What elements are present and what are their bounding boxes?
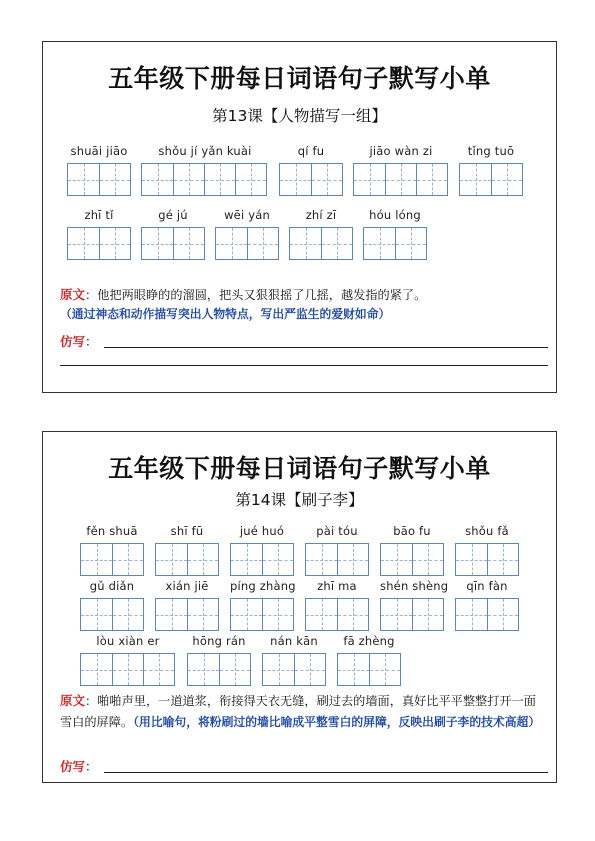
writing-cell[interactable] [99, 228, 130, 259]
writing-cell[interactable] [354, 164, 385, 195]
writing-line-extra[interactable] [60, 365, 548, 366]
writing-cell[interactable] [280, 164, 311, 195]
writing-cell[interactable] [68, 228, 99, 259]
original-label: 原文 [60, 693, 86, 708]
vocab-row [43, 579, 556, 637]
vocab-row [43, 524, 556, 582]
writing-cell[interactable] [187, 544, 218, 575]
pinyin-label: shén shèng [380, 579, 449, 593]
writing-cell[interactable] [290, 228, 321, 259]
tianzige-grid[interactable] [455, 598, 519, 631]
tianzige-grid[interactable] [459, 163, 523, 196]
pinyin-label: qīn fàn [466, 579, 508, 593]
imitation-label: 仿写： [60, 759, 98, 774]
writing-cell[interactable] [456, 599, 487, 630]
tianzige-grid[interactable] [380, 543, 444, 576]
writing-cell[interactable] [99, 164, 130, 195]
pinyin-label: jiāo wàn zi [369, 144, 433, 158]
tianzige-grid[interactable] [155, 598, 219, 631]
writing-line[interactable] [104, 347, 548, 348]
writing-cell[interactable] [231, 599, 262, 630]
writing-cell[interactable] [385, 164, 416, 195]
tianzige-grid[interactable] [289, 227, 353, 260]
analysis-note: （通过神态和动作描写突出人物特点，写出严监生的爱财如命） [60, 307, 391, 321]
original-text: ：啪啪声里，一道道浆，衔接得天衣无缝，刷过去的墙面，真好比平平整整打开一面雪白的屏障。 [60, 694, 536, 729]
writing-cell[interactable] [173, 164, 204, 195]
writing-cell[interactable] [262, 599, 293, 630]
writing-cell[interactable] [219, 654, 250, 685]
pinyin-label: nán kān [270, 634, 318, 648]
writing-cell[interactable] [460, 164, 491, 195]
pinyin-label: fā zhèng [343, 634, 395, 648]
tianzige-grid[interactable] [80, 653, 175, 686]
tianzige-grid[interactable] [230, 543, 294, 576]
pinyin-label: shǒu jí yǎn kuài [158, 144, 252, 158]
tianzige-grid[interactable] [305, 543, 369, 576]
pinyin-label: zhī tǐ [84, 208, 114, 222]
tianzige-grid[interactable] [67, 163, 131, 196]
writing-cell[interactable] [306, 599, 337, 630]
writing-cell[interactable] [262, 544, 293, 575]
writing-cell[interactable] [381, 599, 412, 630]
pinyin-label: qí fu [297, 144, 325, 158]
tianzige-grid[interactable] [337, 653, 401, 686]
imitation-field[interactable] [60, 332, 548, 350]
writing-cell[interactable] [337, 544, 368, 575]
pinyin-label: jué huó [239, 524, 285, 538]
writing-cell[interactable] [369, 654, 400, 685]
writing-cell[interactable] [412, 599, 443, 630]
writing-cell[interactable] [112, 654, 143, 685]
worksheet-lesson-14 [42, 431, 557, 783]
writing-cell[interactable] [156, 544, 187, 575]
tianzige-grid[interactable] [279, 163, 343, 196]
tianzige-grid[interactable] [155, 543, 219, 576]
tianzige-grid[interactable] [455, 543, 519, 576]
tianzige-grid[interactable] [230, 598, 294, 631]
lesson-heading: 第14课【刷子李】 [235, 491, 364, 509]
writing-cell[interactable] [187, 599, 218, 630]
worksheet-lesson-13 [42, 41, 557, 393]
writing-cell[interactable] [235, 164, 266, 195]
pinyin-label: wēi yán [224, 208, 270, 222]
pinyin-label: pài tóu [316, 524, 358, 538]
tianzige-grid[interactable] [80, 543, 144, 576]
pinyin-label: píng zhàng [230, 579, 296, 593]
writing-cell[interactable] [188, 654, 219, 685]
writing-cell[interactable] [112, 544, 143, 575]
pinyin-label: bāo fu [393, 524, 431, 538]
pinyin-label: zhí zī [305, 208, 337, 222]
writing-cell[interactable] [294, 654, 325, 685]
original-text: ：他把两眼睁的的溜圆，把头又狠狠摇了几摇，越发指的紧了。 [85, 288, 427, 302]
tianzige-grid[interactable] [141, 163, 267, 196]
pinyin-label: tǐng tuō [467, 144, 515, 158]
tianzige-grid[interactable] [380, 598, 444, 631]
original-sentence [60, 285, 548, 305]
tianzige-grid[interactable] [141, 227, 205, 260]
writing-cell[interactable] [156, 599, 187, 630]
writing-cell[interactable] [142, 228, 173, 259]
writing-cell[interactable] [337, 599, 368, 630]
writing-cell[interactable] [231, 544, 262, 575]
vocab-row [43, 634, 556, 692]
pinyin-label: xián jiē [165, 579, 209, 593]
tianzige-grid[interactable] [262, 653, 326, 686]
pinyin-label: lòu xiàn er [96, 634, 160, 648]
writing-cell[interactable] [311, 164, 342, 195]
writing-cell[interactable] [416, 164, 447, 195]
pinyin-label: hóu lóng [369, 208, 421, 222]
vocab-row [43, 144, 556, 202]
writing-cell[interactable] [338, 654, 369, 685]
pinyin-label: shuāi jiāo [70, 144, 128, 158]
tianzige-grid[interactable] [80, 598, 144, 631]
lesson-heading: 第13课【人物描写一组】 [212, 107, 387, 125]
imitation-label: 仿写： [60, 334, 98, 349]
original-label: 原文 [60, 287, 86, 302]
tianzige-grid[interactable] [67, 227, 131, 260]
original-sentence [60, 690, 548, 733]
writing-cell[interactable] [456, 544, 487, 575]
writing-cell[interactable] [81, 544, 112, 575]
tianzige-grid[interactable] [215, 227, 279, 260]
pinyin-label: gǔ diǎn [89, 579, 135, 593]
writing-cell[interactable] [68, 164, 99, 195]
analysis-note: （用比喻句，将粉刷过的墙比喻成平整雪白的屏障，反映出刷子李的技术高超） [133, 715, 541, 729]
writing-cell[interactable] [395, 228, 426, 259]
writing-cell[interactable] [204, 164, 235, 195]
pinyin-label: shī fū [170, 524, 204, 538]
writing-cell[interactable] [173, 228, 204, 259]
writing-cell[interactable] [112, 599, 143, 630]
writing-cell[interactable] [321, 228, 352, 259]
tianzige-grid[interactable] [363, 227, 427, 260]
writing-cell[interactable] [487, 544, 518, 575]
imitation-field[interactable] [60, 757, 548, 775]
tianzige-grid[interactable] [305, 598, 369, 631]
tianzige-grid[interactable] [187, 653, 251, 686]
writing-cell[interactable] [142, 164, 173, 195]
pinyin-label: hōng rán [192, 634, 246, 648]
worksheet-title: 五年级下册每日词语句子默写小单 [108, 64, 491, 93]
worksheet-title: 五年级下册每日词语句子默写小单 [108, 454, 491, 483]
writing-cell[interactable] [81, 654, 112, 685]
pinyin-label: gé jú [158, 208, 188, 222]
writing-cell[interactable] [143, 654, 174, 685]
tianzige-grid[interactable] [353, 163, 448, 196]
writing-cell[interactable] [216, 228, 247, 259]
writing-cell[interactable] [306, 544, 337, 575]
writing-cell[interactable] [364, 228, 395, 259]
writing-cell[interactable] [81, 599, 112, 630]
writing-cell[interactable] [412, 544, 443, 575]
pinyin-label: fěn shuā [86, 524, 138, 538]
writing-cell[interactable] [247, 228, 278, 259]
writing-cell[interactable] [487, 599, 518, 630]
writing-cell[interactable] [491, 164, 522, 195]
writing-cell[interactable] [263, 654, 294, 685]
writing-cell[interactable] [381, 544, 412, 575]
writing-line[interactable] [104, 772, 548, 773]
vocab-row [43, 208, 556, 266]
pinyin-label: zhī ma [317, 579, 357, 593]
pinyin-label: shǒu fǎ [465, 524, 509, 538]
